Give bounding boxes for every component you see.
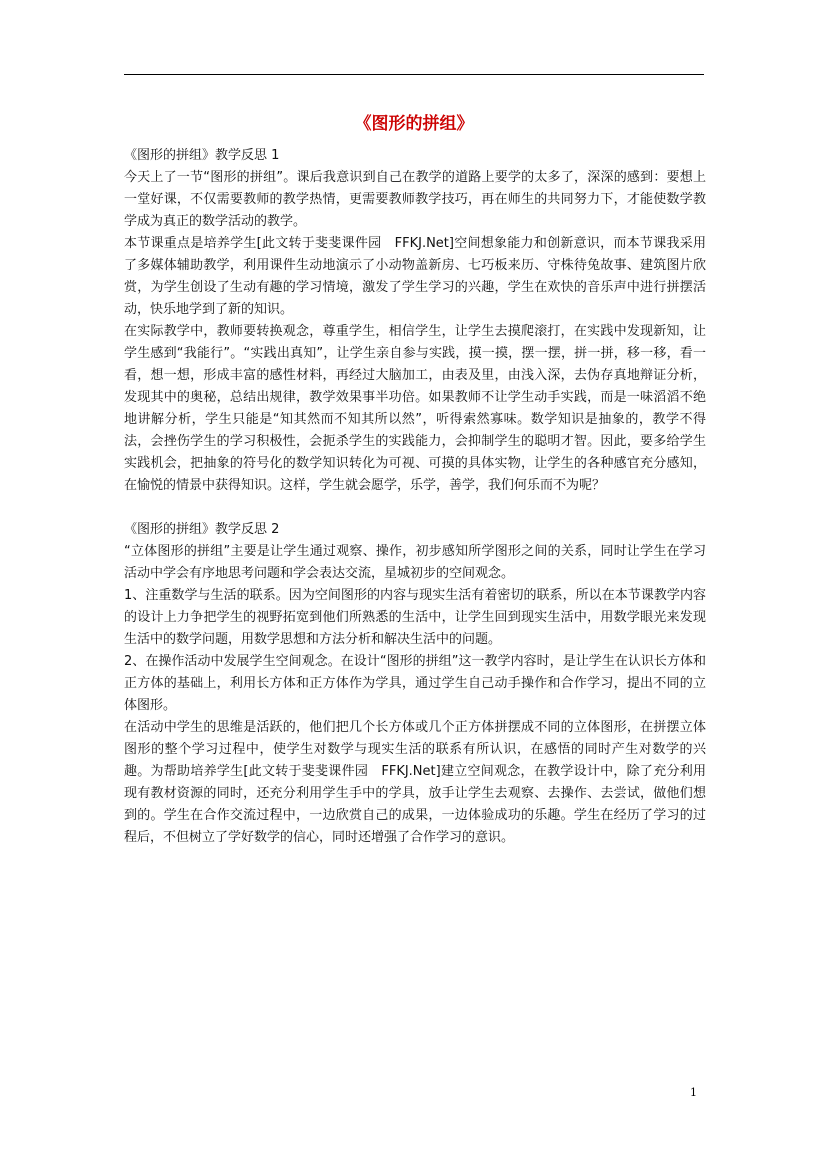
section-heading: 《图形的拼组》教学反思 1 <box>124 148 280 163</box>
document-body <box>124 145 706 849</box>
paragraph: 本节课重点是培养学生[此文转于斐斐课件园 FFKJ.Net]空间想象能力和创新意识，而本节课我采用了多媒体辅助教学，利用课件生动地演示了小动物盖新房、七巧板来历、守株待兔故事、建筑图片欣赏，为学生创设了生动有趣的学习情境，激发了学生学习的兴趣，学生在欢快的音乐声中进行拼摆活动，快乐地学到了新的知识。 <box>124 236 706 317</box>
paragraph: 在活动中学生的思维是活跃的，他们把几个长方体或几个正方体拼摆成不同的立体图形，在拼摆立体图形的整个学习过程中，使学生对数学与现实生活的联系有所认识，在感悟的同时产生对数学的兴趣。为帮助培养学生[此文转于斐斐课件园 FFKJ.Net]建立空间观念，在教学设计中，除了充分利用现有教材资源的同时，还充分利用学生手中的学具，放手让学生去观察、去操作、去尝试，做他们想到的。学生在合作交流过程中，一边欣赏自己的成果，一边体验成功的乐趣。学生在经历了学习的过程后，不但树立了学好数学的信心，同时还增强了合作学习的意识。 <box>124 720 706 845</box>
section-heading: 《图形的拼组》教学反思 2 <box>124 522 280 537</box>
paragraph: 2、在操作活动中发展学生空间观念。在设计“图形的拼组”这一教学内容时，是让学生在认识长方体和正方体的基础上，利用长方体和正方体作为学具，通过学生自己动手操作和合作学习，提出不同的立体图形。 <box>124 654 706 713</box>
document-title: 《图形的拼组》 <box>354 114 474 134</box>
paragraph: 今天上了一节“图形的拼组”。课后我意识到自己在教学的道路上要学的太多了，深深的感到：要想上一堂好课，不仅需要教师的教学热情，更需要教师教学技巧，再在师生的共同努力下，才能使数学教学成为真正的数学活动的教学。 <box>124 170 706 229</box>
paragraph: 1、注重数学与生活的联系。因为空间图形的内容与现实生活有着密切的联系，所以在本节课教学内容的设计上力争把学生的视野拓宽到他们所熟悉的生活中，让学生回到现实生活中，用数学眼光来发现生活中的数学问题，用数学思想和方法分析和解决生活中的问题。 <box>124 588 706 647</box>
section-spacer <box>124 497 706 519</box>
paragraph: “立体图形的拼组”主要是让学生通过观察、操作，初步感知所学图形之间的关系，同时让学生在学习活动中学会有序地思考问题和学会表达交流，星城初步的空间观念。 <box>124 544 706 581</box>
paragraph: 在实际教学中，教师要转换观念，尊重学生，相信学生，让学生去摸爬滚打，在实践中发现新知，让学生感到“我能行”。“实践出真知”，让学生亲自参与实践，摸一摸，摆一摆，拼一拼，移一移，看一看，想一想，形成丰富的感性材料，再经过大脑加工，由表及里，由浅入深，去伪存真地辩证分析，发现其中的奥秘，总结出规律，教学效果事半功倍。如果教师不让学生动手实践，而是一味滔滔不绝地讲解分析，学生只能是“知其然而不知其所以然”，听得索然寡味。数学知识是抽象的，教学不得法，会挫伤学生的学习积极性，会扼杀学生的实践能力，会抑制学生的聪明才智。因此，要多给学生实践机会，把抽象的符号化的数学知识转化为可视、可摸的具体实物，让学生的各种感官充分感知，在愉悦的情景中获得知识。这样，学生就会愿学，乐学，善学，我们何乐而不为呢？ <box>124 324 706 493</box>
page-number: 1 <box>690 1086 697 1099</box>
header-rule <box>124 74 704 75</box>
